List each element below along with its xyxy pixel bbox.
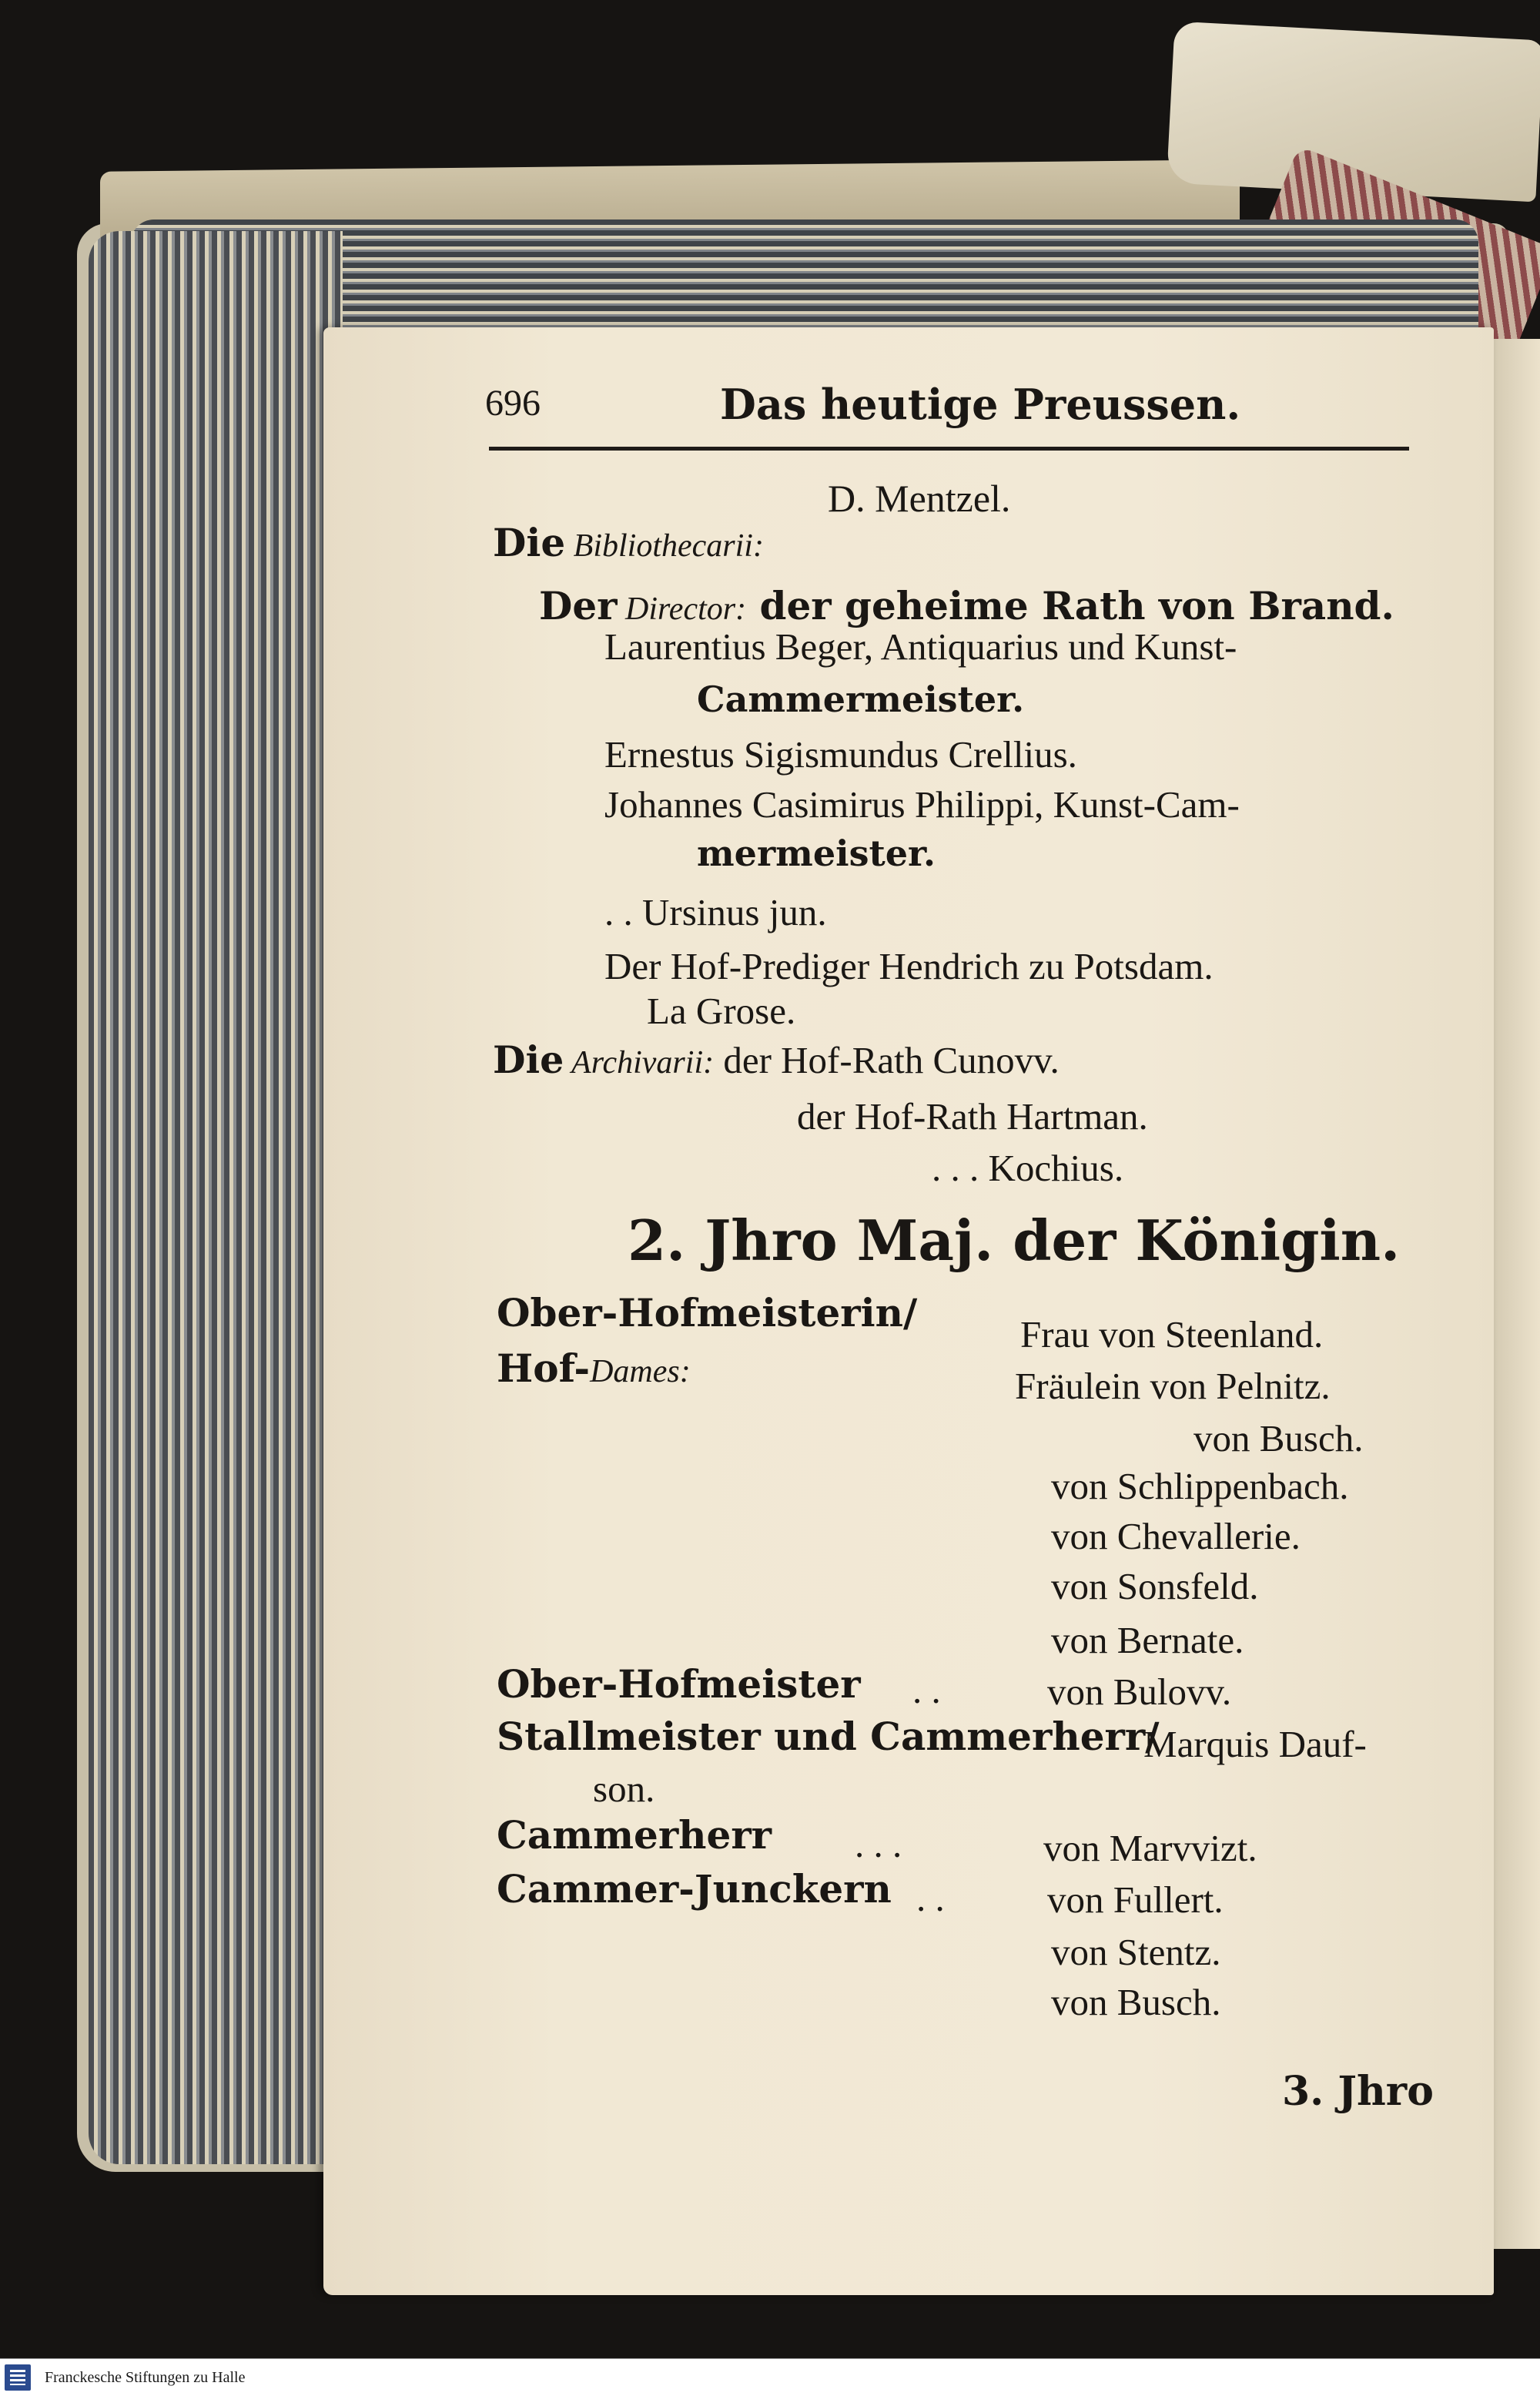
word-hof: Hof-	[497, 1345, 591, 1391]
role-oberhofmeisterin: Ober-Hofmeisterin/	[497, 1290, 918, 1335]
page-number: 696	[485, 383, 541, 424]
word-bibliothecarii: Bibliothecarii:	[565, 528, 764, 564]
dots-oberhofmeister: . .	[912, 1669, 941, 1711]
dots-cammerjunckern: . .	[916, 1877, 945, 1919]
name-pelnitz: Fräulein von Pelnitz.	[1015, 1365, 1331, 1407]
word-dames: Dames:	[590, 1354, 691, 1389]
word-die: Die	[493, 520, 566, 565]
section-heading: 2. Jhro Maj. der Königin.	[628, 1208, 1401, 1273]
page-edges-left	[89, 231, 343, 2164]
line-ursinus: . . Ursinus jun.	[604, 891, 827, 933]
line-beger-1: Laurentius Beger, Antiquarius und Kunst-	[604, 625, 1237, 668]
role-cammerjunckern: Cammer-Junckern	[497, 1866, 892, 1912]
name-dausson: Marquis Dauf-	[1143, 1723, 1367, 1765]
name-busch-2: von Busch.	[1051, 1981, 1221, 2023]
name-bernate: von Bernate.	[1051, 1619, 1244, 1661]
name-son: son.	[593, 1768, 655, 1810]
dots-cammerherr: . . .	[855, 1823, 902, 1865]
name-bulovv: von Bulovv.	[1047, 1670, 1232, 1713]
role-hofdames	[497, 1345, 691, 1391]
line-hartman: der Hof-Rath Hartman.	[797, 1095, 1148, 1138]
line-kochius: . . . Kochius.	[932, 1147, 1124, 1189]
line-bibliothecarii	[493, 520, 764, 565]
word-der: Der	[539, 583, 618, 628]
institution-logo-icon	[5, 2364, 31, 2391]
name-busch-1: von Busch.	[1194, 1417, 1364, 1459]
line-director	[539, 583, 1394, 628]
line-crellius: Ernestus Sigismundus Crellius.	[604, 733, 1077, 776]
line-mentzel: D. Mentzel.	[828, 477, 1011, 520]
word-die-2: Die	[493, 1037, 564, 1082]
catchword: 3. Jhro	[1282, 2068, 1434, 2115]
running-title: Das heutige Preussen.	[720, 380, 1241, 429]
word-archivarii: Archivarii:	[564, 1045, 715, 1081]
director-name: der geheime Rath von Brand.	[746, 583, 1394, 628]
name-steenland: Frau von Steenland.	[1020, 1313, 1324, 1355]
role-oberhofmeister: Ober-Hofmeister	[497, 1661, 861, 1707]
name-fullert: von Fullert.	[1047, 1878, 1224, 1921]
name-marvvizt: von Marvvizt.	[1043, 1827, 1257, 1869]
line-beger-2: Cammermeister.	[697, 679, 1025, 720]
name-sonsfeld: von Sonsfeld.	[1051, 1565, 1259, 1607]
line-lagrose: La Grose.	[647, 990, 796, 1032]
name-chevallerie: von Chevallerie.	[1051, 1515, 1301, 1557]
line-archivarii	[493, 1037, 1060, 1082]
line-philippi-2: mermeister.	[697, 833, 936, 874]
line-philippi-1: Johannes Casimirus Philippi, Kunst-Cam-	[604, 783, 1240, 826]
archivarius-cunovv: der Hof-Rath Cunovv.	[714, 1039, 1060, 1081]
footer-institution: Franckesche Stiftungen zu Halle	[45, 2369, 246, 2386]
role-stallmeister: Stallmeister und Cammerherr/	[497, 1714, 1160, 1759]
name-stentz: von Stentz.	[1051, 1931, 1221, 1973]
role-cammerherr: Cammerherr	[497, 1812, 772, 1858]
name-schlippenbach: von Schlippenbach.	[1051, 1465, 1349, 1507]
header-rule	[489, 447, 1409, 451]
word-director: Director:	[617, 591, 747, 627]
line-hendrich: Der Hof-Prediger Hendrich zu Potsdam.	[604, 945, 1214, 987]
